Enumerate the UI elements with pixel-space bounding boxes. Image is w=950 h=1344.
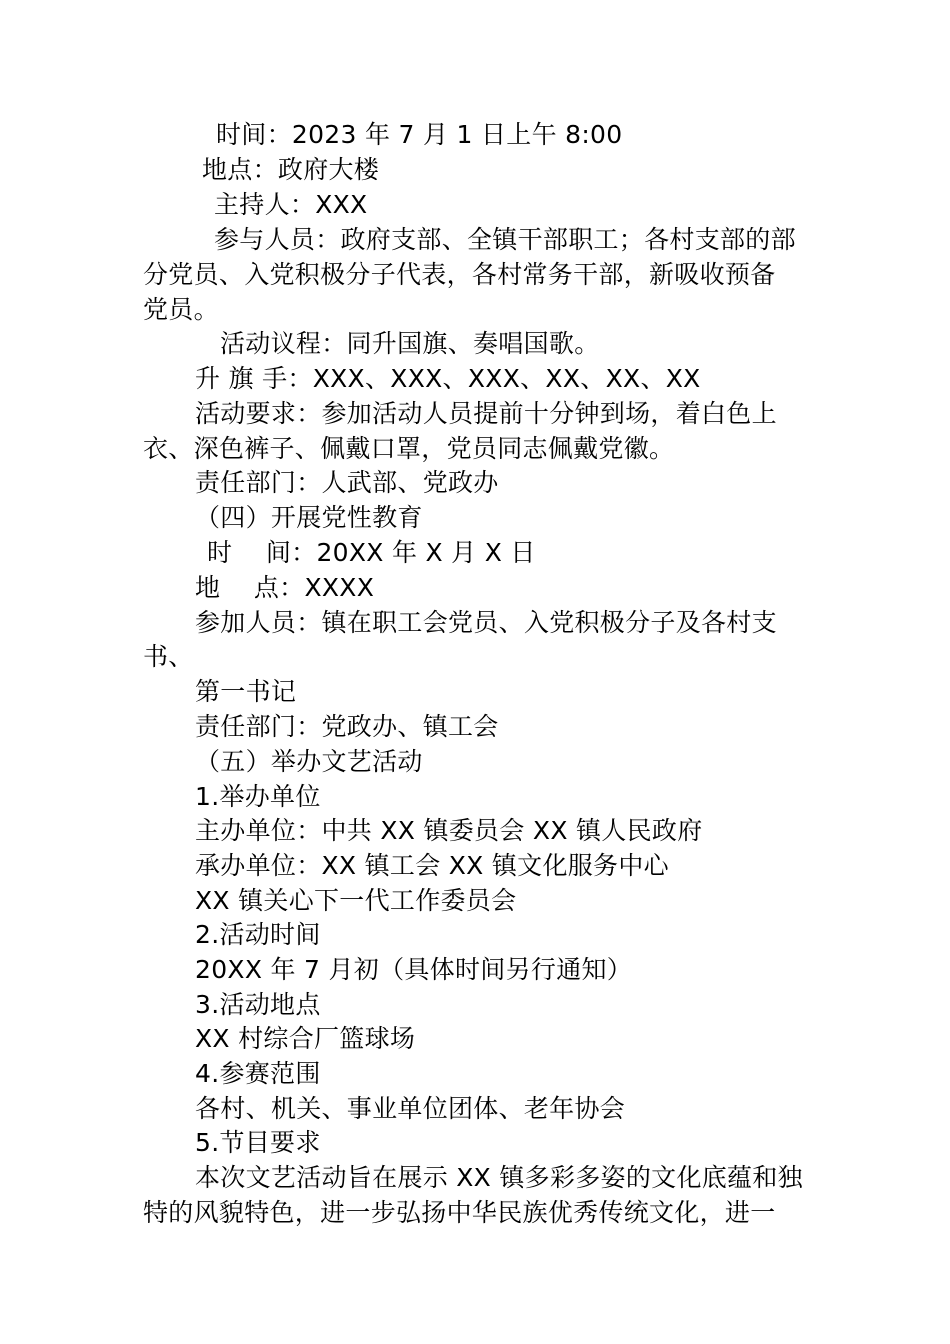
organizer-units-cont: XX 镇关心下一代工作委员会 (195, 886, 517, 915)
subheading-program: 5.节目要求 (195, 1128, 321, 1157)
host-line: 主持人：XXX (214, 190, 368, 219)
education-location-line: 地 点：XXXX (195, 573, 375, 602)
responsible-dept-line: 责任部门：人武部、党政办 (195, 468, 499, 497)
requirements-line-cont: 衣、深色裤子、佩戴口罩，党员同志佩戴党徽。 (143, 434, 675, 463)
education-dept-line: 责任部门：党政办、镇工会 (195, 712, 499, 741)
education-participants-cont: 书、 (143, 642, 194, 671)
education-participants-end: 第一书记 (195, 677, 297, 706)
participants-line-cont: 分党员、入党积极分子代表，各村常务干部，新吸收预备 (143, 260, 776, 289)
education-participants-line: 参加人员：镇在职工会党员、入党积极分子及各村支 (195, 608, 777, 637)
organizer-units-line: 承办单位：XX 镇工会 XX 镇文化服务中心 (195, 851, 669, 880)
subheading-location: 3.活动地点 (195, 990, 321, 1019)
section-heading-5: （五）举办文艺活动 (195, 747, 423, 776)
flag-raisers-line: 升 旗 手：XXX、XXX、XXX、XX、XX、XX (195, 364, 701, 393)
participants-line-end: 党员。 (143, 295, 219, 324)
subheading-scope: 4.参赛范围 (195, 1059, 321, 1088)
subheading-organizer: 1.举办单位 (195, 782, 321, 811)
meeting-time-line: 时间：2023 年 7 月 1 日上午 8:00 (216, 120, 623, 149)
section-heading-4: （四）开展党性教育 (195, 503, 423, 532)
program-paragraph-line: 本次文艺活动旨在展示 XX 镇多彩多姿的文化底蕴和独 (195, 1163, 803, 1192)
program-paragraph-cont: 特的风貌特色，进一步弘扬中华民族优秀传统文化，进一 (143, 1198, 776, 1227)
participants-line: 参与人员：政府支部、全镇干部职工；各村支部的部 (214, 225, 796, 254)
host-units-line: 主办单位：中共 XX 镇委员会 XX 镇人民政府 (195, 816, 703, 845)
agenda-line: 活动议程：同升国旗、奏唱国歌。 (220, 329, 600, 358)
requirements-line: 活动要求：参加活动人员提前十分钟到场，着白色上 (195, 399, 777, 428)
meeting-location-line: 地点：政府大楼 (202, 155, 380, 184)
subheading-time: 2.活动时间 (195, 920, 321, 949)
education-time-line: 时 间：20XX 年 X 月 X 日 (207, 538, 536, 567)
activity-location-line: XX 村综合厂篮球场 (195, 1024, 416, 1053)
scope-line: 各村、机关、事业单位团体、老年协会 (195, 1094, 626, 1123)
activity-time-line: 20XX 年 7 月初（具体时间另行通知） (195, 955, 633, 984)
